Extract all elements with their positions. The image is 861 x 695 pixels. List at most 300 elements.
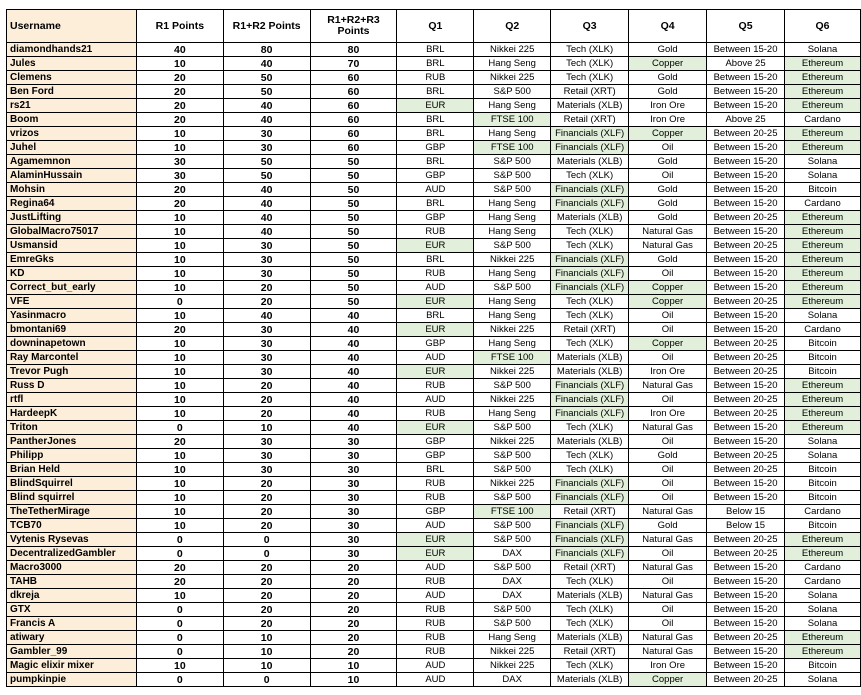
- username-cell[interactable]: bmontani69: [7, 323, 137, 337]
- q4-cell[interactable]: Gold: [629, 211, 707, 225]
- username-cell[interactable]: KD: [7, 267, 137, 281]
- username-cell[interactable]: Philipp: [7, 449, 137, 463]
- q5-cell[interactable]: Between 20-25: [707, 127, 785, 141]
- r1r2r3-points-cell[interactable]: 20: [310, 631, 397, 645]
- q6-cell[interactable]: Ethereum: [785, 295, 861, 309]
- q4-cell[interactable]: Natural Gas: [629, 505, 707, 519]
- q4-cell[interactable]: Natural Gas: [629, 645, 707, 659]
- r1r2-points-cell[interactable]: 40: [223, 309, 310, 323]
- username-cell[interactable]: Usmansid: [7, 239, 137, 253]
- q6-cell[interactable]: Cardano: [785, 323, 861, 337]
- q4-cell[interactable]: Gold: [629, 449, 707, 463]
- q4-cell[interactable]: Gold: [629, 85, 707, 99]
- q6-cell[interactable]: Ethereum: [785, 141, 861, 155]
- r1r2-points-cell[interactable]: 30: [223, 141, 310, 155]
- q4-cell[interactable]: Oil: [629, 393, 707, 407]
- q2-cell[interactable]: FTSE 100: [474, 351, 551, 365]
- r1r2r3-points-cell[interactable]: 50: [310, 295, 397, 309]
- q3-cell[interactable]: Materials (XLB): [551, 211, 629, 225]
- q5-cell[interactable]: Between 15-20: [707, 575, 785, 589]
- q1-cell[interactable]: AUD: [397, 561, 474, 575]
- r1-points-cell[interactable]: 20: [136, 99, 223, 113]
- q1-cell[interactable]: EUR: [397, 365, 474, 379]
- r1r2r3-points-cell[interactable]: 40: [310, 407, 397, 421]
- q3-cell[interactable]: Financials (XLF): [551, 533, 629, 547]
- header-q1[interactable]: Q1: [397, 10, 474, 43]
- username-cell[interactable]: Agamemnon: [7, 155, 137, 169]
- q5-cell[interactable]: Between 20-25: [707, 295, 785, 309]
- r1r2-points-cell[interactable]: 20: [223, 491, 310, 505]
- r1r2-points-cell[interactable]: 80: [223, 43, 310, 57]
- q4-cell[interactable]: Oil: [629, 323, 707, 337]
- r1-points-cell[interactable]: 10: [136, 589, 223, 603]
- username-cell[interactable]: TheTetherMirage: [7, 505, 137, 519]
- q3-cell[interactable]: Tech (XLK): [551, 57, 629, 71]
- r1r2r3-points-cell[interactable]: 10: [310, 659, 397, 673]
- username-cell[interactable]: Vytenis Rysevas: [7, 533, 137, 547]
- q5-cell[interactable]: Between 15-20: [707, 43, 785, 57]
- r1-points-cell[interactable]: 10: [136, 253, 223, 267]
- r1r2-points-cell[interactable]: 20: [223, 617, 310, 631]
- q3-cell[interactable]: Retail (XRT): [551, 561, 629, 575]
- q2-cell[interactable]: S&P 500: [474, 281, 551, 295]
- r1r2r3-points-cell[interactable]: 50: [310, 267, 397, 281]
- q4-cell[interactable]: Iron Ore: [629, 113, 707, 127]
- q3-cell[interactable]: Financials (XLF): [551, 281, 629, 295]
- q6-cell[interactable]: Ethereum: [785, 533, 861, 547]
- q3-cell[interactable]: Tech (XLK): [551, 449, 629, 463]
- r1r2r3-points-cell[interactable]: 20: [310, 575, 397, 589]
- q1-cell[interactable]: AUD: [397, 589, 474, 603]
- r1-points-cell[interactable]: 10: [136, 393, 223, 407]
- r1r2r3-points-cell[interactable]: 20: [310, 617, 397, 631]
- r1-points-cell[interactable]: 0: [136, 631, 223, 645]
- r1r2r3-points-cell[interactable]: 30: [310, 463, 397, 477]
- q3-cell[interactable]: Financials (XLF): [551, 407, 629, 421]
- r1r2r3-points-cell[interactable]: 30: [310, 449, 397, 463]
- q1-cell[interactable]: AUD: [397, 659, 474, 673]
- q2-cell[interactable]: S&P 500: [474, 85, 551, 99]
- q2-cell[interactable]: S&P 500: [474, 519, 551, 533]
- q1-cell[interactable]: RUB: [397, 645, 474, 659]
- r1r2-points-cell[interactable]: 40: [223, 113, 310, 127]
- r1-points-cell[interactable]: 10: [136, 477, 223, 491]
- r1r2-points-cell[interactable]: 30: [223, 267, 310, 281]
- q3-cell[interactable]: Tech (XLK): [551, 225, 629, 239]
- q1-cell[interactable]: GBP: [397, 141, 474, 155]
- q6-cell[interactable]: Ethereum: [785, 239, 861, 253]
- r1-points-cell[interactable]: 0: [136, 533, 223, 547]
- q3-cell[interactable]: Tech (XLK): [551, 43, 629, 57]
- q1-cell[interactable]: EUR: [397, 99, 474, 113]
- q1-cell[interactable]: RUB: [397, 491, 474, 505]
- q6-cell[interactable]: Bitcoin: [785, 351, 861, 365]
- q2-cell[interactable]: S&P 500: [474, 379, 551, 393]
- r1-points-cell[interactable]: 40: [136, 43, 223, 57]
- q4-cell[interactable]: Natural Gas: [629, 631, 707, 645]
- q3-cell[interactable]: Financials (XLF): [551, 127, 629, 141]
- q1-cell[interactable]: GBP: [397, 169, 474, 183]
- q1-cell[interactable]: RUB: [397, 603, 474, 617]
- username-cell[interactable]: dkreja: [7, 589, 137, 603]
- r1-points-cell[interactable]: 20: [136, 85, 223, 99]
- q1-cell[interactable]: GBP: [397, 337, 474, 351]
- r1-points-cell[interactable]: 10: [136, 491, 223, 505]
- r1r2-points-cell[interactable]: 20: [223, 589, 310, 603]
- r1r2-points-cell[interactable]: 30: [223, 337, 310, 351]
- q6-cell[interactable]: Bitcoin: [785, 659, 861, 673]
- r1r2-points-cell[interactable]: 30: [223, 127, 310, 141]
- q4-cell[interactable]: Gold: [629, 253, 707, 267]
- q2-cell[interactable]: Nikkei 225: [474, 71, 551, 85]
- q5-cell[interactable]: Between 20-25: [707, 533, 785, 547]
- q6-cell[interactable]: Ethereum: [785, 421, 861, 435]
- q6-cell[interactable]: Ethereum: [785, 645, 861, 659]
- q6-cell[interactable]: Ethereum: [785, 631, 861, 645]
- r1-points-cell[interactable]: 20: [136, 183, 223, 197]
- username-cell[interactable]: Juhel: [7, 141, 137, 155]
- r1-points-cell[interactable]: 10: [136, 281, 223, 295]
- q6-cell[interactable]: Bitcoin: [785, 365, 861, 379]
- q5-cell[interactable]: Between 20-25: [707, 393, 785, 407]
- q5-cell[interactable]: Between 20-25: [707, 463, 785, 477]
- q2-cell[interactable]: Hang Seng: [474, 197, 551, 211]
- q3-cell[interactable]: Tech (XLK): [551, 617, 629, 631]
- q5-cell[interactable]: Between 15-20: [707, 309, 785, 323]
- r1r2r3-points-cell[interactable]: 70: [310, 57, 397, 71]
- q5-cell[interactable]: Between 20-25: [707, 211, 785, 225]
- q3-cell[interactable]: Tech (XLK): [551, 337, 629, 351]
- q1-cell[interactable]: RUB: [397, 631, 474, 645]
- r1-points-cell[interactable]: 10: [136, 505, 223, 519]
- r1r2-points-cell[interactable]: 0: [223, 547, 310, 561]
- r1r2r3-points-cell[interactable]: 50: [310, 169, 397, 183]
- r1-points-cell[interactable]: 10: [136, 519, 223, 533]
- q4-cell[interactable]: Gold: [629, 519, 707, 533]
- q2-cell[interactable]: DAX: [474, 575, 551, 589]
- q1-cell[interactable]: AUD: [397, 673, 474, 687]
- r1r2r3-points-cell[interactable]: 30: [310, 435, 397, 449]
- q5-cell[interactable]: Between 20-25: [707, 449, 785, 463]
- username-cell[interactable]: Ben Ford: [7, 85, 137, 99]
- username-cell[interactable]: GlobalMacro75017: [7, 225, 137, 239]
- q6-cell[interactable]: Cardano: [785, 197, 861, 211]
- q1-cell[interactable]: AUD: [397, 393, 474, 407]
- r1-points-cell[interactable]: 10: [136, 449, 223, 463]
- q2-cell[interactable]: S&P 500: [474, 421, 551, 435]
- q4-cell[interactable]: Natural Gas: [629, 379, 707, 393]
- q5-cell[interactable]: Between 15-20: [707, 379, 785, 393]
- r1r2r3-points-cell[interactable]: 30: [310, 533, 397, 547]
- q6-cell[interactable]: Ethereum: [785, 127, 861, 141]
- q4-cell[interactable]: Oil: [629, 477, 707, 491]
- r1r2r3-points-cell[interactable]: 40: [310, 323, 397, 337]
- q6-cell[interactable]: Ethereum: [785, 71, 861, 85]
- q2-cell[interactable]: Hang Seng: [474, 267, 551, 281]
- q6-cell[interactable]: Cardano: [785, 113, 861, 127]
- r1r2-points-cell[interactable]: 40: [223, 211, 310, 225]
- q4-cell[interactable]: Iron Ore: [629, 407, 707, 421]
- q1-cell[interactable]: BRL: [397, 127, 474, 141]
- q2-cell[interactable]: Nikkei 225: [474, 393, 551, 407]
- username-cell[interactable]: Triton: [7, 421, 137, 435]
- q2-cell[interactable]: S&P 500: [474, 155, 551, 169]
- r1r2r3-points-cell[interactable]: 80: [310, 43, 397, 57]
- q4-cell[interactable]: Natural Gas: [629, 533, 707, 547]
- r1r2r3-points-cell[interactable]: 30: [310, 505, 397, 519]
- q2-cell[interactable]: FTSE 100: [474, 141, 551, 155]
- username-cell[interactable]: Mohsin: [7, 183, 137, 197]
- username-cell[interactable]: rtfl: [7, 393, 137, 407]
- q6-cell[interactable]: Cardano: [785, 575, 861, 589]
- username-cell[interactable]: Russ D: [7, 379, 137, 393]
- r1r2-points-cell[interactable]: 20: [223, 407, 310, 421]
- r1r2-points-cell[interactable]: 50: [223, 71, 310, 85]
- q5-cell[interactable]: Between 15-20: [707, 421, 785, 435]
- q4-cell[interactable]: Natural Gas: [629, 589, 707, 603]
- r1r2r3-points-cell[interactable]: 50: [310, 253, 397, 267]
- q4-cell[interactable]: Oil: [629, 603, 707, 617]
- r1r2-points-cell[interactable]: 30: [223, 253, 310, 267]
- r1-points-cell[interactable]: 30: [136, 155, 223, 169]
- q5-cell[interactable]: Between 20-25: [707, 631, 785, 645]
- r1r2-points-cell[interactable]: 20: [223, 575, 310, 589]
- r1-points-cell[interactable]: 10: [136, 267, 223, 281]
- q2-cell[interactable]: Hang Seng: [474, 225, 551, 239]
- q6-cell[interactable]: Bitcoin: [785, 491, 861, 505]
- username-cell[interactable]: VFE: [7, 295, 137, 309]
- q6-cell[interactable]: Solana: [785, 673, 861, 687]
- q5-cell[interactable]: Between 15-20: [707, 659, 785, 673]
- r1-points-cell[interactable]: 10: [136, 365, 223, 379]
- r1r2-points-cell[interactable]: 10: [223, 645, 310, 659]
- q1-cell[interactable]: EUR: [397, 323, 474, 337]
- q1-cell[interactable]: BRL: [397, 85, 474, 99]
- q1-cell[interactable]: AUD: [397, 519, 474, 533]
- q4-cell[interactable]: Copper: [629, 337, 707, 351]
- q5-cell[interactable]: Above 25: [707, 113, 785, 127]
- r1-points-cell[interactable]: 10: [136, 337, 223, 351]
- r1r2-points-cell[interactable]: 50: [223, 85, 310, 99]
- r1r2-points-cell[interactable]: 10: [223, 659, 310, 673]
- r1r2-points-cell[interactable]: 10: [223, 631, 310, 645]
- r1r2-points-cell[interactable]: 30: [223, 239, 310, 253]
- q2-cell[interactable]: Nikkei 225: [474, 365, 551, 379]
- r1r2-points-cell[interactable]: 30: [223, 323, 310, 337]
- q4-cell[interactable]: Copper: [629, 673, 707, 687]
- q6-cell[interactable]: Ethereum: [785, 253, 861, 267]
- q2-cell[interactable]: Nikkei 225: [474, 323, 551, 337]
- r1r2-points-cell[interactable]: 0: [223, 533, 310, 547]
- q4-cell[interactable]: Gold: [629, 155, 707, 169]
- r1-points-cell[interactable]: 0: [136, 295, 223, 309]
- q4-cell[interactable]: Natural Gas: [629, 421, 707, 435]
- q6-cell[interactable]: Ethereum: [785, 547, 861, 561]
- q1-cell[interactable]: BRL: [397, 113, 474, 127]
- q6-cell[interactable]: Ethereum: [785, 267, 861, 281]
- username-cell[interactable]: HardeepK: [7, 407, 137, 421]
- r1r2-points-cell[interactable]: 20: [223, 519, 310, 533]
- r1r2r3-points-cell[interactable]: 30: [310, 547, 397, 561]
- r1r2-points-cell[interactable]: 20: [223, 295, 310, 309]
- q3-cell[interactable]: Tech (XLK): [551, 603, 629, 617]
- q4-cell[interactable]: Oil: [629, 351, 707, 365]
- q5-cell[interactable]: Between 15-20: [707, 71, 785, 85]
- r1r2-points-cell[interactable]: 10: [223, 421, 310, 435]
- q3-cell[interactable]: Retail (XRT): [551, 85, 629, 99]
- q5-cell[interactable]: Between 20-25: [707, 351, 785, 365]
- q3-cell[interactable]: Financials (XLF): [551, 253, 629, 267]
- q3-cell[interactable]: Materials (XLB): [551, 631, 629, 645]
- q2-cell[interactable]: DAX: [474, 589, 551, 603]
- q2-cell[interactable]: S&P 500: [474, 617, 551, 631]
- r1r2-points-cell[interactable]: 20: [223, 477, 310, 491]
- q6-cell[interactable]: Ethereum: [785, 85, 861, 99]
- username-cell[interactable]: downinapetown: [7, 337, 137, 351]
- q4-cell[interactable]: Iron Ore: [629, 99, 707, 113]
- q3-cell[interactable]: Financials (XLF): [551, 183, 629, 197]
- q5-cell[interactable]: Between 15-20: [707, 645, 785, 659]
- q3-cell[interactable]: Retail (XRT): [551, 645, 629, 659]
- q6-cell[interactable]: Ethereum: [785, 225, 861, 239]
- q4-cell[interactable]: Oil: [629, 547, 707, 561]
- q2-cell[interactable]: S&P 500: [474, 239, 551, 253]
- r1r2r3-points-cell[interactable]: 50: [310, 183, 397, 197]
- q2-cell[interactable]: Hang Seng: [474, 631, 551, 645]
- r1r2-points-cell[interactable]: 40: [223, 197, 310, 211]
- r1r2-points-cell[interactable]: 20: [223, 505, 310, 519]
- r1r2r3-points-cell[interactable]: 60: [310, 127, 397, 141]
- username-cell[interactable]: vrizos: [7, 127, 137, 141]
- r1r2r3-points-cell[interactable]: 60: [310, 99, 397, 113]
- q3-cell[interactable]: Financials (XLF): [551, 379, 629, 393]
- username-cell[interactable]: EmreGks: [7, 253, 137, 267]
- r1-points-cell[interactable]: 10: [136, 463, 223, 477]
- q1-cell[interactable]: BRL: [397, 43, 474, 57]
- r1-points-cell[interactable]: 10: [136, 309, 223, 323]
- r1r2-points-cell[interactable]: 0: [223, 673, 310, 687]
- q5-cell[interactable]: Between 20-25: [707, 547, 785, 561]
- r1-points-cell[interactable]: 20: [136, 197, 223, 211]
- q1-cell[interactable]: BRL: [397, 57, 474, 71]
- r1-points-cell[interactable]: 10: [136, 351, 223, 365]
- username-cell[interactable]: rs21: [7, 99, 137, 113]
- q2-cell[interactable]: Hang Seng: [474, 211, 551, 225]
- r1r2r3-points-cell[interactable]: 20: [310, 589, 397, 603]
- r1-points-cell[interactable]: 10: [136, 225, 223, 239]
- q4-cell[interactable]: Copper: [629, 295, 707, 309]
- username-cell[interactable]: Yasinmacro: [7, 309, 137, 323]
- q1-cell[interactable]: EUR: [397, 533, 474, 547]
- q1-cell[interactable]: EUR: [397, 547, 474, 561]
- header-r1-points[interactable]: R1 Points: [136, 10, 223, 43]
- q2-cell[interactable]: Hang Seng: [474, 127, 551, 141]
- q1-cell[interactable]: GBP: [397, 505, 474, 519]
- r1-points-cell[interactable]: 0: [136, 421, 223, 435]
- q1-cell[interactable]: RUB: [397, 407, 474, 421]
- header-r1r2-points[interactable]: R1+R2 Points: [223, 10, 310, 43]
- q3-cell[interactable]: Financials (XLF): [551, 519, 629, 533]
- r1-points-cell[interactable]: 10: [136, 57, 223, 71]
- q3-cell[interactable]: Financials (XLF): [551, 267, 629, 281]
- q2-cell[interactable]: Hang Seng: [474, 57, 551, 71]
- username-cell[interactable]: Regina64: [7, 197, 137, 211]
- r1-points-cell[interactable]: 10: [136, 141, 223, 155]
- r1r2-points-cell[interactable]: 30: [223, 463, 310, 477]
- q4-cell[interactable]: Oil: [629, 463, 707, 477]
- q5-cell[interactable]: Between 20-25: [707, 337, 785, 351]
- q4-cell[interactable]: Natural Gas: [629, 239, 707, 253]
- q1-cell[interactable]: GBP: [397, 211, 474, 225]
- q2-cell[interactable]: S&P 500: [474, 463, 551, 477]
- username-cell[interactable]: JustLifting: [7, 211, 137, 225]
- q6-cell[interactable]: Ethereum: [785, 99, 861, 113]
- username-cell[interactable]: Clemens: [7, 71, 137, 85]
- q4-cell[interactable]: Gold: [629, 197, 707, 211]
- header-q3[interactable]: Q3: [551, 10, 629, 43]
- q5-cell[interactable]: Between 15-20: [707, 281, 785, 295]
- q1-cell[interactable]: RUB: [397, 267, 474, 281]
- username-cell[interactable]: Macro3000: [7, 561, 137, 575]
- r1-points-cell[interactable]: 20: [136, 323, 223, 337]
- q5-cell[interactable]: Between 15-20: [707, 253, 785, 267]
- q3-cell[interactable]: Materials (XLB): [551, 365, 629, 379]
- r1r2r3-points-cell[interactable]: 20: [310, 561, 397, 575]
- q1-cell[interactable]: EUR: [397, 239, 474, 253]
- q6-cell[interactable]: Ethereum: [785, 379, 861, 393]
- q1-cell[interactable]: BRL: [397, 155, 474, 169]
- r1r2r3-points-cell[interactable]: 30: [310, 477, 397, 491]
- q5-cell[interactable]: Between 20-25: [707, 673, 785, 687]
- r1r2-points-cell[interactable]: 40: [223, 183, 310, 197]
- q5-cell[interactable]: Between 15-20: [707, 141, 785, 155]
- q4-cell[interactable]: Oil: [629, 491, 707, 505]
- q3-cell[interactable]: Retail (XRT): [551, 505, 629, 519]
- r1r2r3-points-cell[interactable]: 20: [310, 603, 397, 617]
- r1-points-cell[interactable]: 0: [136, 645, 223, 659]
- q4-cell[interactable]: Iron Ore: [629, 659, 707, 673]
- q5-cell[interactable]: Between 15-20: [707, 225, 785, 239]
- q2-cell[interactable]: Nikkei 225: [474, 659, 551, 673]
- q3-cell[interactable]: Retail (XRT): [551, 323, 629, 337]
- q6-cell[interactable]: Cardano: [785, 505, 861, 519]
- r1r2r3-points-cell[interactable]: 40: [310, 365, 397, 379]
- q6-cell[interactable]: Bitcoin: [785, 463, 861, 477]
- q2-cell[interactable]: Hang Seng: [474, 99, 551, 113]
- username-cell[interactable]: atiwary: [7, 631, 137, 645]
- q2-cell[interactable]: Hang Seng: [474, 309, 551, 323]
- q1-cell[interactable]: RUB: [397, 225, 474, 239]
- q2-cell[interactable]: S&P 500: [474, 169, 551, 183]
- r1r2-points-cell[interactable]: 40: [223, 99, 310, 113]
- r1r2-points-cell[interactable]: 40: [223, 225, 310, 239]
- r1-points-cell[interactable]: 0: [136, 547, 223, 561]
- q3-cell[interactable]: Tech (XLK): [551, 239, 629, 253]
- q5-cell[interactable]: Between 15-20: [707, 617, 785, 631]
- q2-cell[interactable]: S&P 500: [474, 491, 551, 505]
- q3-cell[interactable]: Materials (XLB): [551, 673, 629, 687]
- q1-cell[interactable]: AUD: [397, 281, 474, 295]
- q4-cell[interactable]: Oil: [629, 575, 707, 589]
- r1r2-points-cell[interactable]: 20: [223, 393, 310, 407]
- r1-points-cell[interactable]: 10: [136, 659, 223, 673]
- q5-cell[interactable]: Between 20-25: [707, 239, 785, 253]
- r1-points-cell[interactable]: 20: [136, 435, 223, 449]
- q5-cell[interactable]: Between 15-20: [707, 491, 785, 505]
- q2-cell[interactable]: Nikkei 225: [474, 253, 551, 267]
- q5-cell[interactable]: Between 15-20: [707, 155, 785, 169]
- q4-cell[interactable]: Oil: [629, 141, 707, 155]
